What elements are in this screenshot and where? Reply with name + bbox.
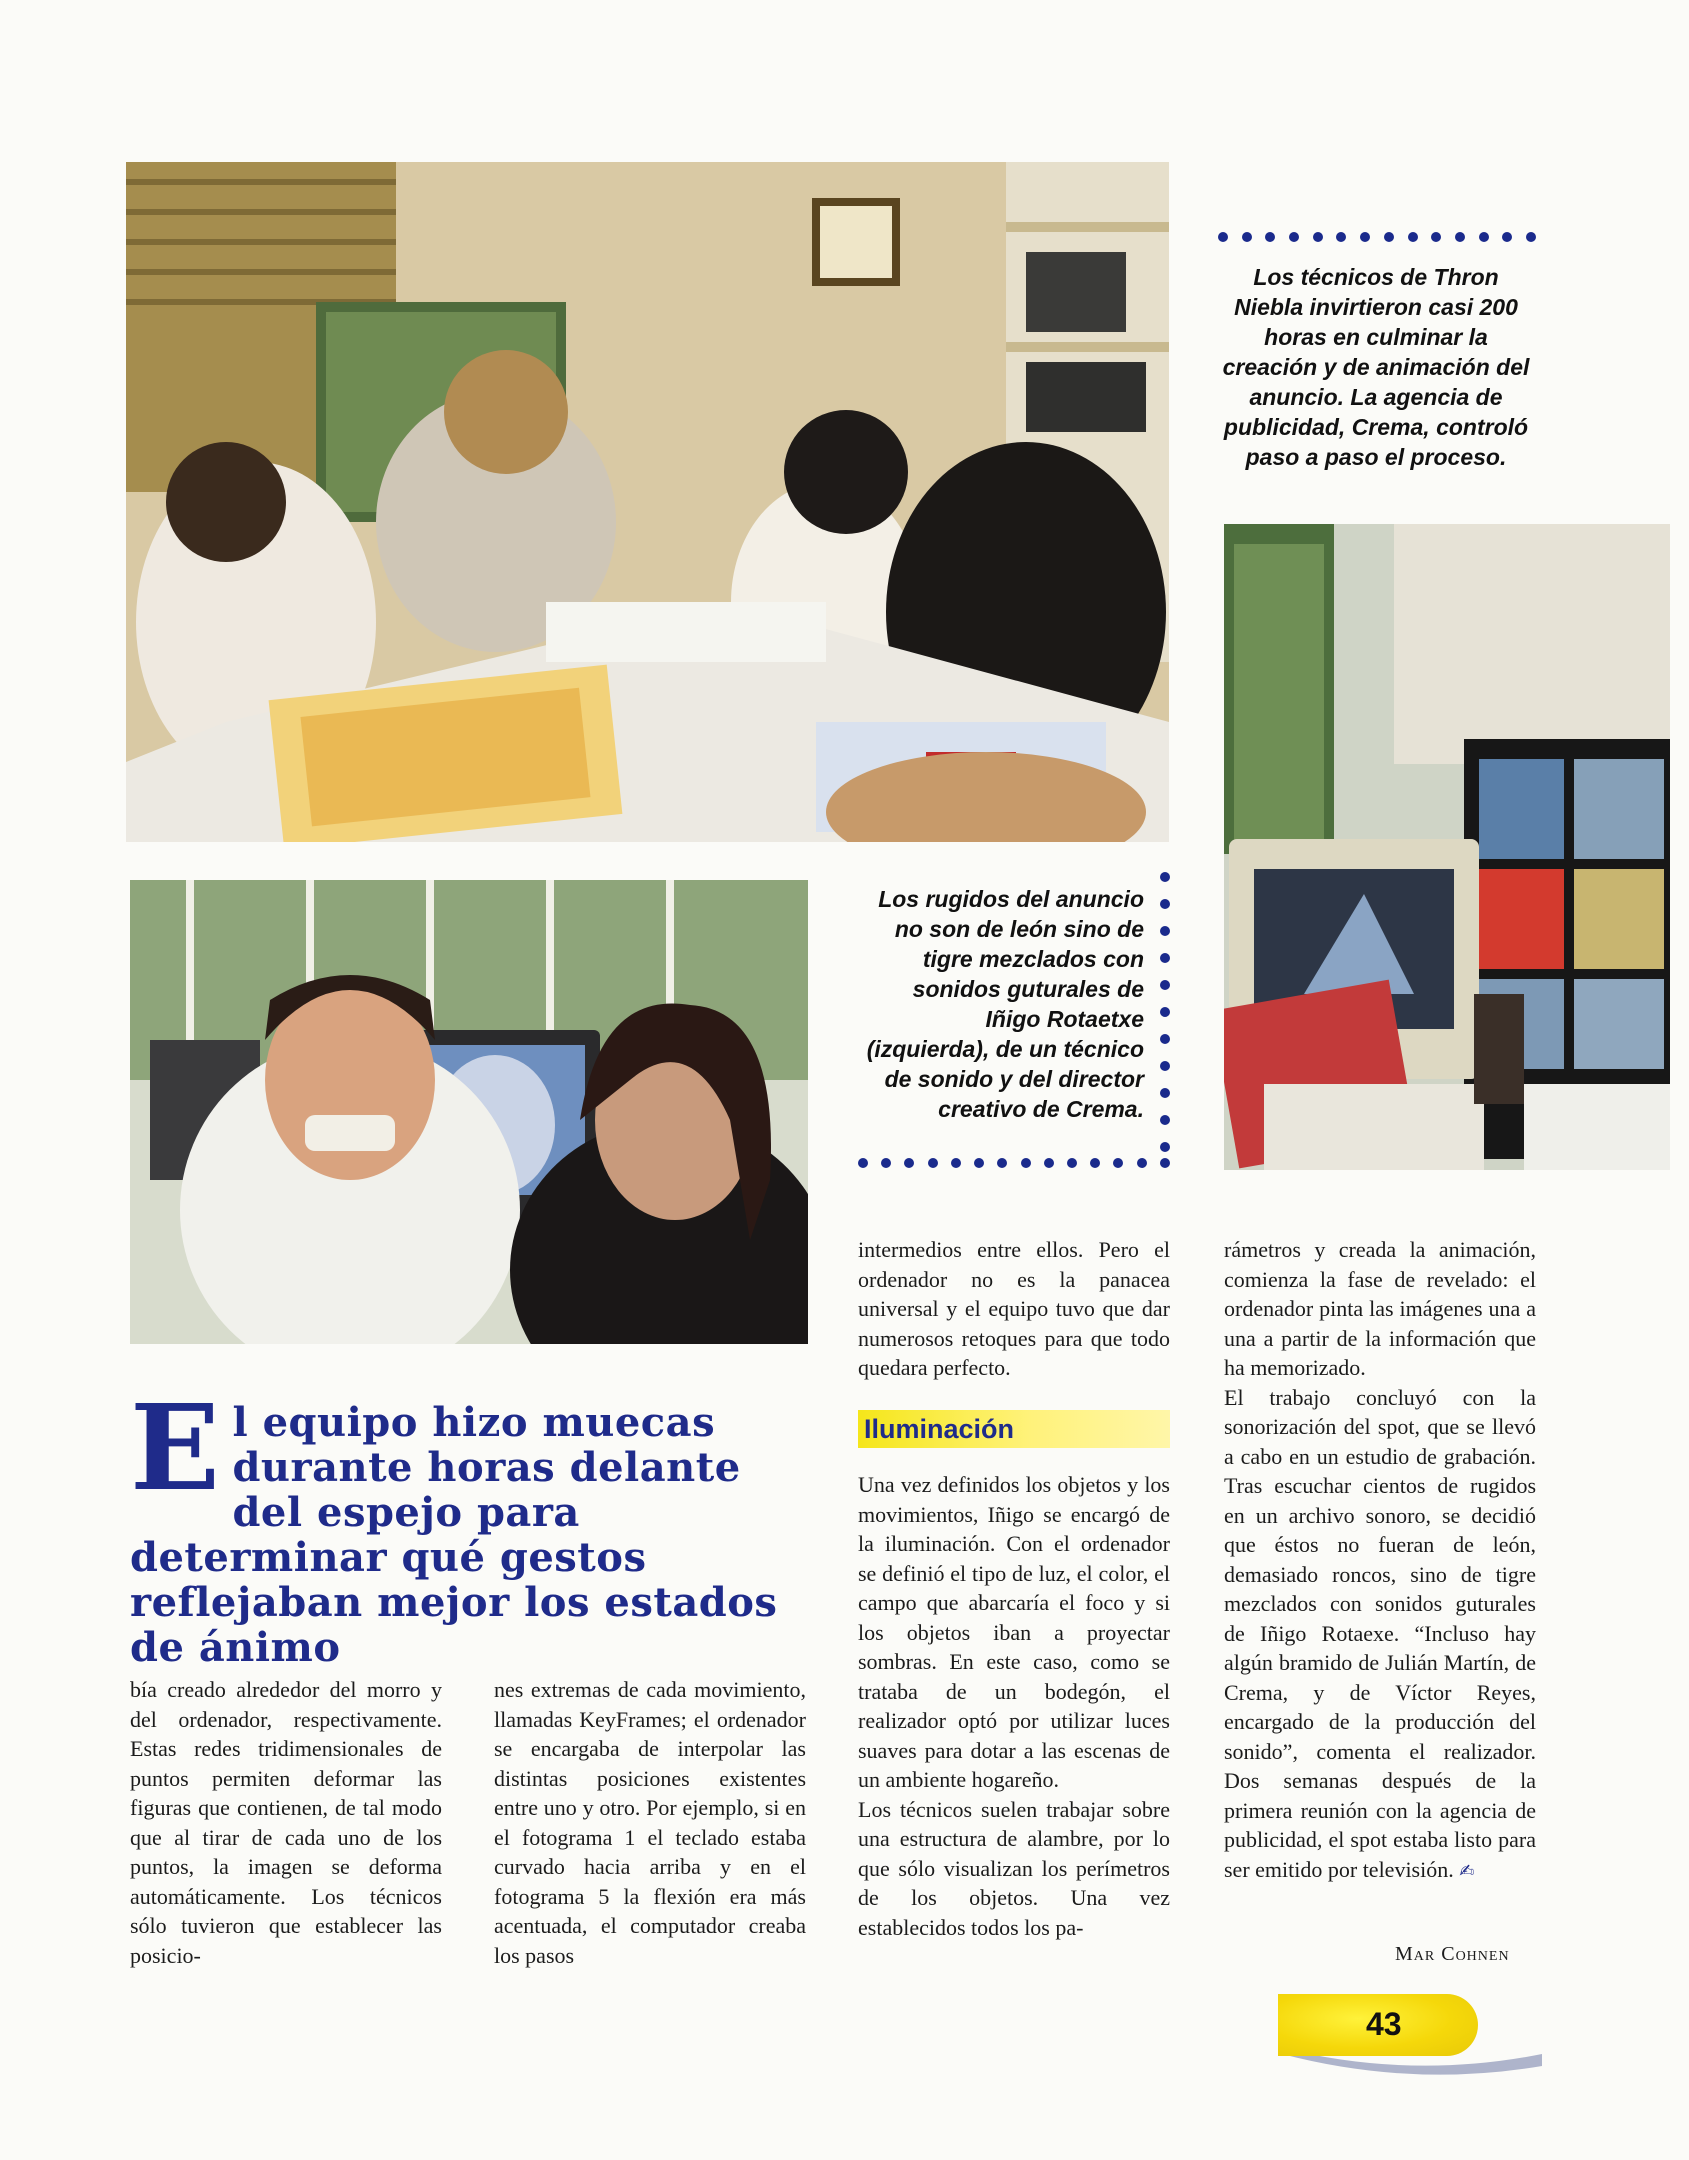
- page-number-badge: [1278, 1994, 1478, 2056]
- headline-text: l equipo hizo muecas durante horas delante del espejo para determinar qué gestos reflejaban mejor los estados de ánimo: [130, 1399, 778, 1671]
- body-column-3-top: [858, 1235, 1170, 1383]
- body-paragraph: intermedios entre ellos. Pero el ordenador no es la panacea universal y el equipo tuvo que dar numerosos retoques para que todo quedara perfecto.: [858, 1237, 1170, 1380]
- body-paragraph: Los técnicos suelen trabajar sobre una estructura de alambre, por lo que sólo visualizan los perímetros de los objetos. Una vez establecidos todos los pa-: [858, 1796, 1170, 1940]
- body-column-3: [858, 1470, 1170, 1942]
- author-signature: Mar Cohnen: [1395, 1943, 1510, 1965]
- end-mark-pen-icon: ✍: [1459, 1860, 1475, 1882]
- grimace-photo: [130, 880, 808, 1344]
- body-paragraph: [1224, 1383, 1536, 1887]
- body-column-2: [494, 1675, 806, 1970]
- caption-dots-vertical: [1160, 872, 1170, 1152]
- caption-dots-bottom: [858, 1158, 1170, 1170]
- section-subhead: Iluminación: [858, 1410, 1170, 1448]
- body-paragraph: bía creado alrededor del morro y del ordenador, respectivamente. Estas redes tridimensionales de puntos permiten deformar las figuras que contienen, de tal modo que al tirar de cada uno de los puntos, la imagen se deforma automáticamente. Los técnicos sólo tuvieron que establecer las posicio-: [130, 1677, 442, 1968]
- body-paragraph: nes extremas de cada movimiento, llamadas KeyFrames; el ordenador se encargaba de interpolar las distintas posiciones existentes entre uno y otro. Por ejemplo, si en el fotograma 1 el teclado estaba curvado hacia arriba y en el fotograma 5 la flexión era más acentuada, el computador creaba los pasos: [494, 1677, 806, 1968]
- caption-dots-top: [1218, 232, 1536, 244]
- caption-middle: Los rugidos del anuncio no son de león sino de tigre mezclados con sonidos guturales de Iñigo Rotaetxe (izquierda), de un técnico de sonido y del director creativo de Crema.: [866, 886, 1144, 1122]
- body-column-1: [130, 1675, 442, 1970]
- caption-top-right: Los técnicos de Thron Niebla invirtieron casi 200 horas en culminar la creación y de animación del anuncio. La agencia de publicidad, Crema, controló paso a paso el proceso.: [1222, 264, 1530, 470]
- computer-monitor-photo: [1224, 524, 1670, 1170]
- body-paragraph: Una vez definidos los objetos y los movimientos, Iñigo se encargó de la iluminación. Con el ordenador se definió el tipo de luz, el color, el campo que abarcaría el foco y si los objetos iban a proyectar sombras. En este caso, como se trataba de un bodegón, el realizador optó por utilizar luces suaves para dotar a las escenas de un ambiente hogareño.: [858, 1472, 1170, 1792]
- body-paragraph: rámetros y creada la animación, comienza la fase de revelado: el ordenador pinta las imágenes una a una a partir de la información que ha memorizado.: [1224, 1237, 1536, 1380]
- page-number: 43: [1366, 2006, 1402, 2042]
- team-working-photo: [126, 162, 1169, 842]
- body-column-4: [1224, 1235, 1536, 1886]
- dropcap: E: [130, 1378, 221, 1517]
- pull-quote-headline: [130, 1378, 810, 1671]
- body-paragraph-text: El trabajo concluyó con la sonorización del spot, que se llevó a cabo en un estudio de grabación. Tras escuchar cientos de rugidos en un archivo sonoro, se decidió que éstos no fueran de león, demasiado roncos, sino de tigre mezclados con sonidos guturales de Iñigo Rotaexe. “Incluso hay algún bramido de Julián Martín, de Crema, y de Víctor Reyes, encargado de la producción del sonido”, comenta el realizador. Dos semanas después de la primera reunión con la agencia de publicidad, el spot estaba listo para ser emitido por televisión.: [1224, 1384, 1536, 1882]
